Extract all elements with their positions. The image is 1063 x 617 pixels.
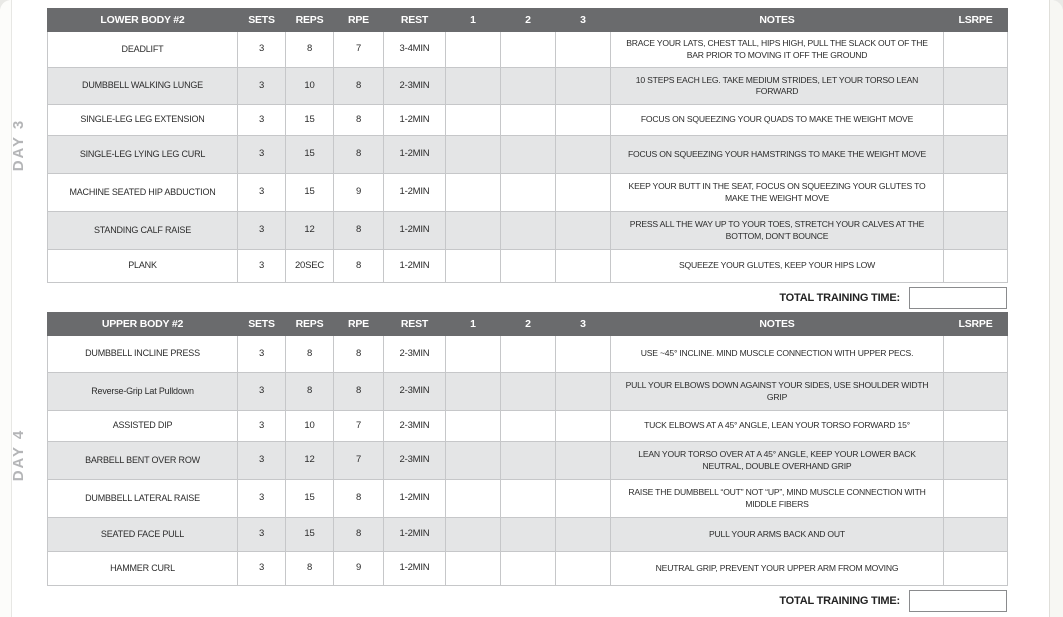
sets-cell: 3 [238,68,286,105]
reps-cell: 15 [286,136,334,174]
page-right-edge-line [1049,0,1050,617]
set-1-log-cell[interactable] [446,212,501,250]
lsrpe-cell[interactable] [944,411,1008,442]
set-2-log-cell[interactable] [501,411,556,442]
set-1-log-cell[interactable] [446,32,501,68]
notes-cell: BRACE YOUR LATS, CHEST TALL, HIPS HIGH, PULL THE SLACK OUT OF THE BAR PRIOR TO MOVING IT OFF THE GROUND [611,32,944,68]
rest-cell: 3-4MIN [384,32,446,68]
notes-cell: TUCK ELBOWS AT A 45° ANGLE, LEAN YOUR TORSO FORWARD 15° [611,411,944,442]
sets-cell: 3 [238,373,286,411]
col-header-1: 1 [446,313,501,336]
set-2-log-cell[interactable] [501,32,556,68]
col-header-lsrpe: LSRPE [944,313,1008,336]
exercise-row [48,480,1008,518]
header-row [48,313,1008,336]
set-2-log-cell[interactable] [501,480,556,518]
set-3-log-cell[interactable] [556,552,611,586]
sets-cell: 3 [238,212,286,250]
rpe-cell: 7 [334,411,384,442]
lsrpe-cell[interactable] [944,336,1008,373]
notes-cell: RAISE THE DUMBBELL “OUT” NOT “UP”, MIND MUSCLE CONNECTION WITH MIDDLE FIBERS [611,480,944,518]
notes-cell: FOCUS ON SQUEEZING YOUR HAMSTRINGS TO MAKE THE WEIGHT MOVE [611,136,944,174]
lsrpe-cell[interactable] [944,518,1008,552]
exercise-row [48,442,1008,480]
set-3-log-cell[interactable] [556,442,611,480]
total-training-time-label: TOTAL TRAINING TIME: [779,595,900,607]
exercise-row [48,212,1008,250]
set-1-log-cell[interactable] [446,480,501,518]
rest-cell: 1-2MIN [384,136,446,174]
set-2-log-cell[interactable] [501,552,556,586]
rpe-cell: 9 [334,552,384,586]
rest-cell: 2-3MIN [384,68,446,105]
reps-cell: 8 [286,373,334,411]
notes-cell: PULL YOUR ARMS BACK AND OUT [611,518,944,552]
lsrpe-cell[interactable] [944,250,1008,283]
col-header-reps: REPS [286,313,334,336]
reps-cell: 10 [286,411,334,442]
notes-cell: FOCUS ON SQUEEZING YOUR QUADS TO MAKE THE WEIGHT MOVE [611,105,944,136]
set-1-log-cell[interactable] [446,105,501,136]
set-3-log-cell[interactable] [556,105,611,136]
exercise-row [48,174,1008,212]
rpe-cell: 8 [334,480,384,518]
rest-cell: 1-2MIN [384,480,446,518]
total-training-time-input[interactable] [909,590,1007,612]
exercise-name-cell: DUMBBELL INCLINE PRESS [48,336,238,373]
table-title: UPPER BODY #2 [48,313,238,336]
day-label: DAY 3 [10,118,27,172]
rpe-cell: 8 [334,105,384,136]
reps-cell: 15 [286,518,334,552]
sets-cell: 3 [238,32,286,68]
total-training-time-row [47,590,1007,612]
lsrpe-cell[interactable] [944,68,1008,105]
exercise-row [48,518,1008,552]
rpe-cell: 8 [334,68,384,105]
exercise-row [48,336,1008,373]
day-block [10,8,1007,309]
rest-cell: 1-2MIN [384,174,446,212]
exercise-row [48,250,1008,283]
rpe-cell: 8 [334,250,384,283]
col-header-rest: REST [384,9,446,32]
lsrpe-cell[interactable] [944,373,1008,411]
rest-cell: 1-2MIN [384,518,446,552]
rpe-cell: 8 [334,518,384,552]
rpe-cell: 7 [334,442,384,480]
notes-cell: PRESS ALL THE WAY UP TO YOUR TOES, STRETCH YOUR CALVES AT THE BOTTOM, DON’T BOUNCE [611,212,944,250]
rest-cell: 2-3MIN [384,373,446,411]
notes-cell: NEUTRAL GRIP, PREVENT YOUR UPPER ARM FROM MOVING [611,552,944,586]
set-2-log-cell[interactable] [501,136,556,174]
notes-cell: KEEP YOUR BUTT IN THE SEAT, FOCUS ON SQUEEZING YOUR GLUTES TO MAKE THE WEIGHT MOVE [611,174,944,212]
rpe-cell: 7 [334,32,384,68]
set-1-log-cell[interactable] [446,518,501,552]
exercise-row [48,552,1008,586]
table-title: LOWER BODY #2 [48,9,238,32]
exercise-name-cell: DUMBBELL LATERAL RAISE [48,480,238,518]
set-1-log-cell[interactable] [446,250,501,283]
exercise-row [48,105,1008,136]
lsrpe-cell[interactable] [944,136,1008,174]
set-1-log-cell[interactable] [446,552,501,586]
set-1-log-cell[interactable] [446,336,501,373]
rest-cell: 1-2MIN [384,212,446,250]
reps-cell: 15 [286,480,334,518]
col-header-rest: REST [384,313,446,336]
exercise-row [48,136,1008,174]
set-1-log-cell[interactable] [446,136,501,174]
sets-cell: 3 [238,552,286,586]
set-2-log-cell[interactable] [501,68,556,105]
sets-cell: 3 [238,136,286,174]
set-2-log-cell[interactable] [501,250,556,283]
set-3-log-cell[interactable] [556,136,611,174]
col-header-3: 3 [556,313,611,336]
workout-table [47,8,1008,283]
set-1-log-cell[interactable] [446,442,501,480]
col-header-2: 2 [501,9,556,32]
set-3-log-cell[interactable] [556,411,611,442]
exercise-name-cell: SEATED FACE PULL [48,518,238,552]
exercise-row [48,32,1008,68]
exercise-name-cell: DUMBBELL WALKING LUNGE [48,68,238,105]
set-3-log-cell[interactable] [556,212,611,250]
set-2-log-cell[interactable] [501,174,556,212]
sets-cell: 3 [238,480,286,518]
reps-cell: 8 [286,552,334,586]
set-3-log-cell[interactable] [556,336,611,373]
set-3-log-cell[interactable] [556,250,611,283]
col-header-reps: REPS [286,9,334,32]
sets-cell: 3 [238,518,286,552]
sets-cell: 3 [238,174,286,212]
total-training-time-label: TOTAL TRAINING TIME: [779,292,900,304]
set-1-log-cell[interactable] [446,174,501,212]
notes-cell: 10 STEPS EACH LEG. TAKE MEDIUM STRIDES, LET YOUR TORSO LEAN FORWARD [611,68,944,105]
col-header-1: 1 [446,9,501,32]
exercise-name-cell: ASSISTED DIP [48,411,238,442]
set-2-log-cell[interactable] [501,373,556,411]
rest-cell: 1-2MIN [384,105,446,136]
rpe-cell: 8 [334,136,384,174]
col-header-rpe: RPE [334,313,384,336]
exercise-name-cell: PLANK [48,250,238,283]
exercise-name-cell: STANDING CALF RAISE [48,212,238,250]
page-right-margin [1050,0,1063,617]
lsrpe-cell[interactable] [944,105,1008,136]
notes-cell: USE ~45° INCLINE. MIND MUSCLE CONNECTION WITH UPPER PECS. [611,336,944,373]
rest-cell: 1-2MIN [384,250,446,283]
exercise-name-cell: MACHINE SEATED HIP ABDUCTION [48,174,238,212]
sets-cell: 3 [238,250,286,283]
reps-cell: 20SEC [286,250,334,283]
set-1-log-cell[interactable] [446,411,501,442]
workout-table [47,312,1008,586]
rpe-cell: 9 [334,174,384,212]
page-left-edge-line [11,0,12,617]
reps-cell: 8 [286,32,334,68]
reps-cell: 10 [286,68,334,105]
rest-cell: 1-2MIN [384,552,446,586]
set-2-log-cell[interactable] [501,518,556,552]
notes-cell: SQUEEZE YOUR GLUTES, KEEP YOUR HIPS LOW [611,250,944,283]
lsrpe-cell[interactable] [944,174,1008,212]
exercise-row [48,411,1008,442]
total-training-time-row [47,287,1007,309]
exercise-name-cell: BARBELL BENT OVER ROW [48,442,238,480]
set-2-log-cell[interactable] [501,105,556,136]
col-header-3: 3 [556,9,611,32]
lsrpe-cell[interactable] [944,32,1008,68]
exercise-name-cell: DEADLIFT [48,32,238,68]
rest-cell: 2-3MIN [384,336,446,373]
total-training-time-input[interactable] [909,287,1007,309]
set-3-log-cell[interactable] [556,68,611,105]
set-3-log-cell[interactable] [556,32,611,68]
col-header-rpe: RPE [334,9,384,32]
exercise-name-cell: SINGLE-LEG LYING LEG CURL [48,136,238,174]
sets-cell: 3 [238,411,286,442]
exercise-row [48,68,1008,105]
notes-cell: LEAN YOUR TORSO OVER AT A 45° ANGLE, KEEP YOUR LOWER BACK NEUTRAL, DOUBLE OVERHAND GRIP [611,442,944,480]
col-header-2: 2 [501,313,556,336]
col-header-sets: SETS [238,313,286,336]
set-2-log-cell[interactable] [501,336,556,373]
set-3-log-cell[interactable] [556,518,611,552]
sets-cell: 3 [238,442,286,480]
col-header-sets: SETS [238,9,286,32]
lsrpe-cell[interactable] [944,442,1008,480]
set-3-log-cell[interactable] [556,373,611,411]
col-header-lsrpe: LSRPE [944,9,1008,32]
page-left-margin [0,0,11,617]
rest-cell: 2-3MIN [384,411,446,442]
exercise-row [48,373,1008,411]
rpe-cell: 8 [334,336,384,373]
set-3-log-cell[interactable] [556,174,611,212]
reps-cell: 15 [286,105,334,136]
exercise-name-cell: Reverse-Grip Lat Pulldown [48,373,238,411]
reps-cell: 12 [286,442,334,480]
col-header-notes: NOTES [611,313,944,336]
sets-cell: 3 [238,105,286,136]
set-1-log-cell[interactable] [446,373,501,411]
set-1-log-cell[interactable] [446,68,501,105]
set-3-log-cell[interactable] [556,480,611,518]
reps-cell: 15 [286,174,334,212]
reps-cell: 8 [286,336,334,373]
reps-cell: 12 [286,212,334,250]
rpe-cell: 8 [334,373,384,411]
rest-cell: 2-3MIN [384,442,446,480]
lsrpe-cell[interactable] [944,212,1008,250]
lsrpe-cell[interactable] [944,480,1008,518]
set-2-log-cell[interactable] [501,212,556,250]
day-label: DAY 4 [10,428,27,482]
header-row [48,9,1008,32]
exercise-name-cell: HAMMER CURL [48,552,238,586]
day-block [10,312,1007,612]
col-header-notes: NOTES [611,9,944,32]
notes-cell: PULL YOUR ELBOWS DOWN AGAINST YOUR SIDES, USE SHOULDER WIDTH GRIP [611,373,944,411]
rpe-cell: 8 [334,212,384,250]
exercise-name-cell: SINGLE-LEG LEG EXTENSION [48,105,238,136]
set-2-log-cell[interactable] [501,442,556,480]
sets-cell: 3 [238,336,286,373]
lsrpe-cell[interactable] [944,552,1008,586]
